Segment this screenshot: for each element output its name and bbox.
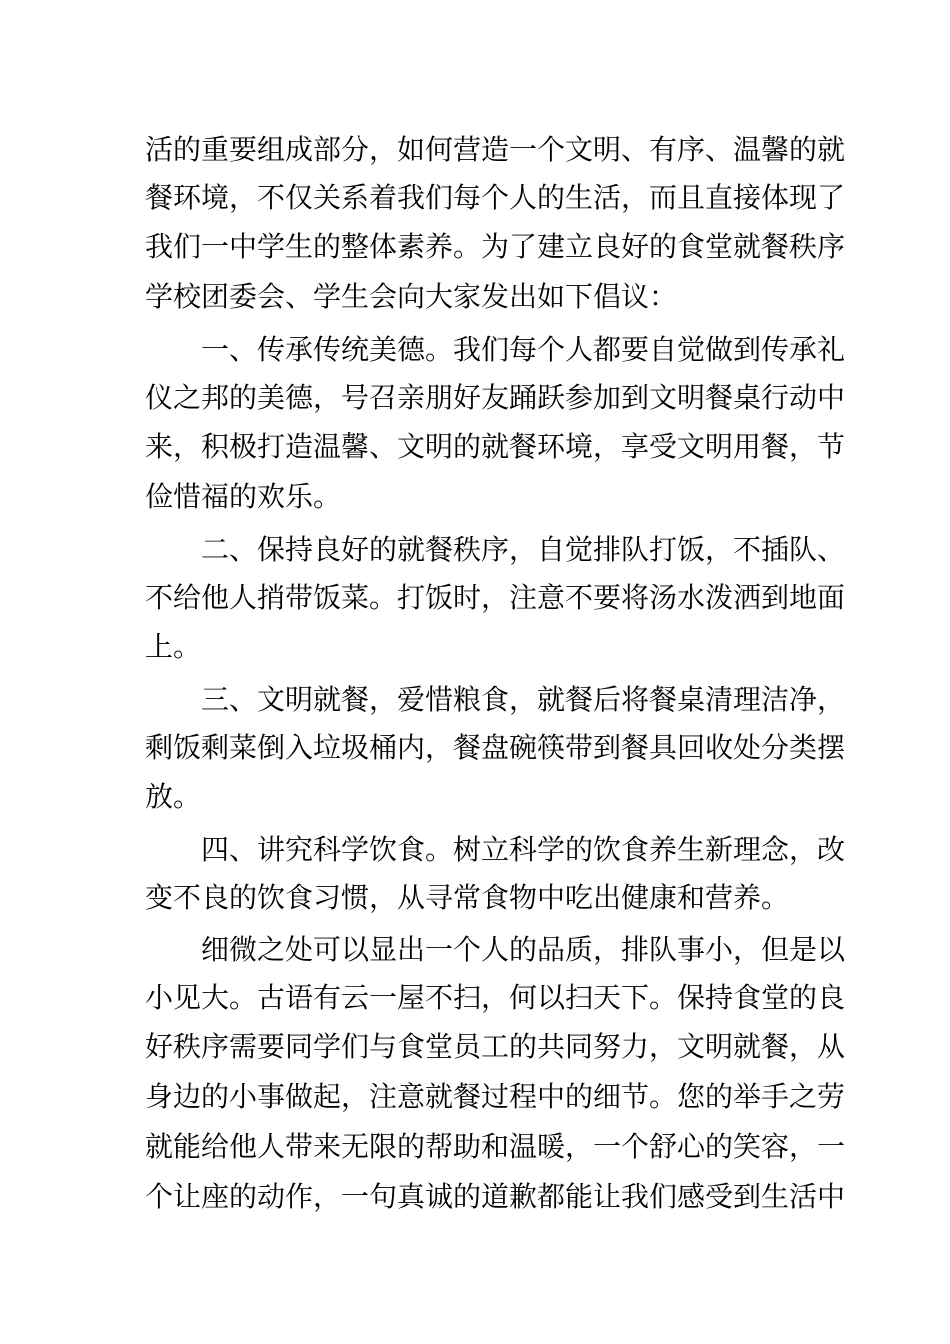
paragraph-line: 三、文明就餐，爱惜粮食，就餐后将餐桌清理洁净， — [201, 683, 846, 716]
paragraph-line: 仪之邦的美德，号召亲朋好友踊跃参加到文明餐桌行动中 — [145, 381, 846, 414]
paragraph-line: 放。 — [145, 780, 202, 813]
paragraph-line: 变不良的饮食习惯，从寻常食物中吃出健康和营养。 — [145, 881, 790, 914]
paragraph-line: 细微之处可以显出一个人的品质，排队事小，但是以 — [201, 933, 846, 966]
paragraph-line: 不给他人捎带饭菜。打饭时，注意不要将汤水泼洒到地面 — [145, 581, 846, 614]
paragraph-line: 小见大。古语有云一屋不扫，何以扫天下。保持食堂的良 — [145, 981, 846, 1014]
paragraph-line: 二、保持良好的就餐秩序，自觉排队打饭，不插队、 — [201, 533, 846, 566]
paragraph-line: 上。 — [145, 630, 202, 663]
paragraph-line: 俭惜福的欢乐。 — [145, 480, 342, 513]
paragraph-line: 来，积极打造温馨、文明的就餐环境，享受文明用餐，节 — [145, 430, 846, 463]
paragraph-line: 餐环境，不仅关系着我们每个人的生活，而且直接体现了 — [145, 181, 846, 214]
paragraph-line: 身边的小事做起，注意就餐过程中的细节。您的举手之劳 — [145, 1080, 846, 1113]
paragraph-line: 一、传承传统美德。我们每个人都要自觉做到传承礼 — [201, 333, 846, 366]
paragraph-line: 活的重要组成部分，如何营造一个文明、有序、温馨的就 — [145, 133, 846, 166]
paragraph-line: 学校团委会、学生会向大家发出如下倡议： — [145, 280, 678, 313]
paragraph-line: 我们一中学生的整体素养。为了建立良好的食堂就餐秩序 — [145, 230, 846, 263]
paragraph-line: 个让座的动作，一句真诚的道歉都能让我们感受到生活中 — [145, 1180, 846, 1213]
paragraph-line: 剩饭剩菜倒入垃圾桶内，餐盘碗筷带到餐具回收处分类摆 — [145, 731, 846, 764]
paragraph-line: 好秩序需要同学们与食堂员工的共同努力，文明就餐，从 — [145, 1030, 846, 1063]
paragraph-line: 就能给他人带来无限的帮助和温暖，一个舒心的笑容，一 — [145, 1130, 846, 1163]
paragraph-line: 四、讲究科学饮食。树立科学的饮食养生新理念，改 — [201, 833, 846, 866]
